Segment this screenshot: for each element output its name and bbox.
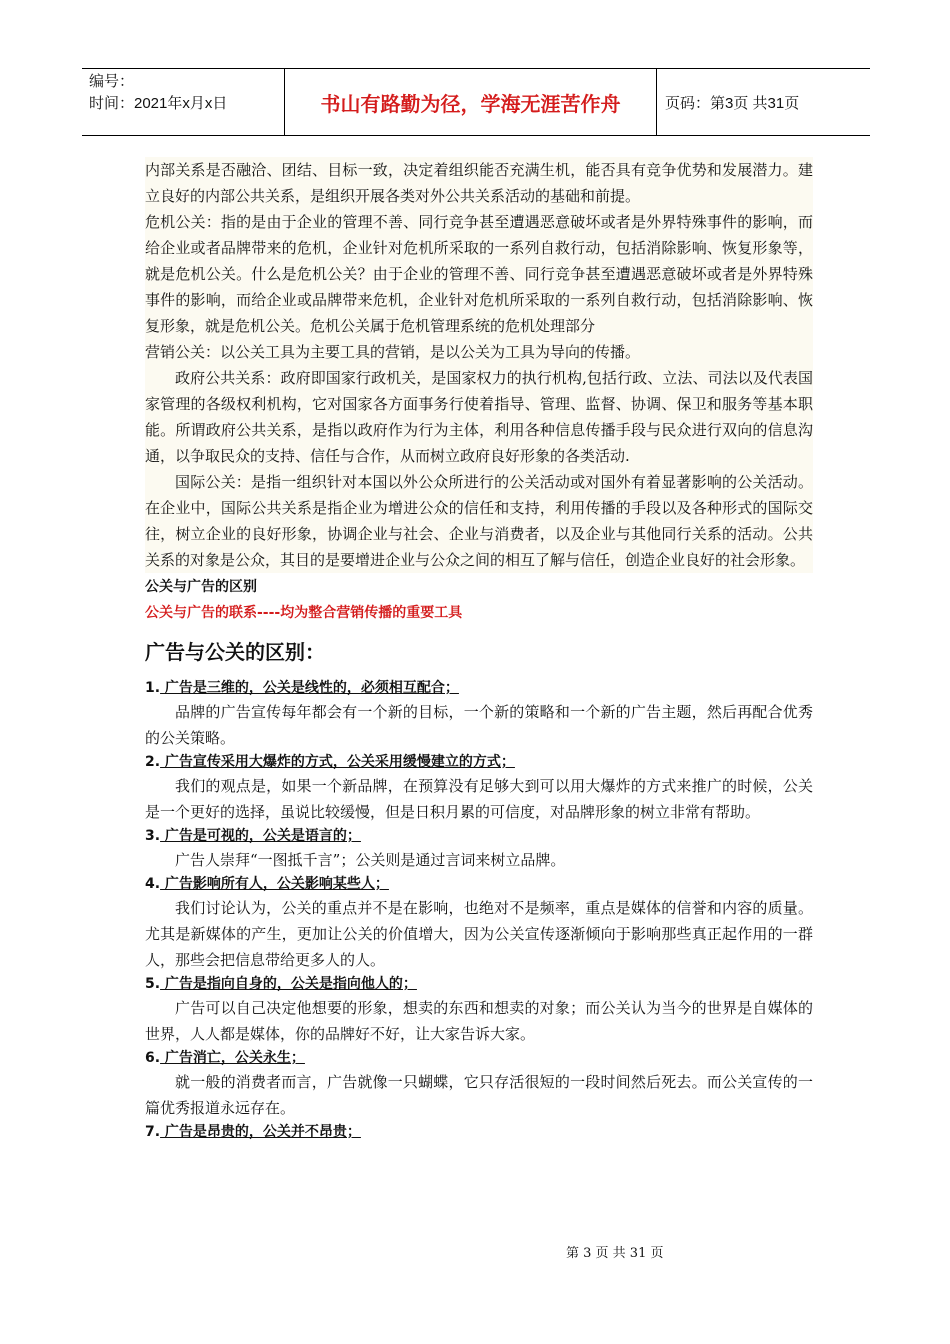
item-text: 品牌的广告宣传每年都会有一个新的目标，一个新的策略和一个新的广告主题，然后再配合优秀的公关策略。 bbox=[145, 703, 813, 747]
item-heading: 4. 广告影响所有人，公关影响某些人； bbox=[145, 876, 389, 892]
subheading-difference: 公关与广告的区别 bbox=[145, 579, 257, 595]
list-item bbox=[145, 677, 813, 751]
list-item bbox=[145, 973, 813, 1047]
item-text: 广告可以自己决定他想要的形象，想卖的东西和想卖的对象；而公关认为当今的世界是自媒体的世界，人人都是媒体，你的品牌好不好，让大家告诉大家。 bbox=[145, 999, 813, 1043]
list-item bbox=[145, 873, 813, 973]
paragraph-international-pr: 国际公关：是指一组织针对本国以外公众所进行的公关活动或对国外有着显著影响的公关活动。在企业中，国际公共关系是指企业为增进公众的信任和支持，利用传播的手段以及各种形式的国际交往，树立企业的良好形象，协调企业与社会、企业与消费者，以及企业与其他同行关系的活动。公共关系的对象是公众，其目的是要增进企业与公众之间的相互了解与信任，创造企业良好的社会形象。 bbox=[145, 473, 813, 569]
subheading-connection: 公关与广告的联系----均为整合营销传播的重要工具 bbox=[145, 605, 463, 621]
page-header bbox=[82, 68, 870, 136]
item-text: 我们讨论认为，公关的重点并不是在影响，也绝对不是频率，重点是媒体的信誉和内容的质量。尤其是新媒体的产生，更加让公关的价值增大，因为公关宣传逐渐倾向于影响那些真正起作用的一群人，那些会把信息带给更多人的人。 bbox=[145, 899, 813, 969]
list-item bbox=[145, 825, 813, 873]
paragraph-government-pr: 政府公共关系：政府即国家行政机关，是国家权力的执行机构,包括行政、立法、司法以及代表国家管理的各级权利机构，它对国家各方面事务行使着指导、管理、监督、协调、保卫和服务等基本职能。所谓政府公共关系，是指以政府作为行为主体，利用各种信息传播手段与民众进行双向的信息沟通，以争取民众的支持、信任与合作，从而树立政府良好形象的各类活动. bbox=[145, 369, 813, 465]
highlighted-block bbox=[145, 157, 813, 573]
paragraph-internal-relations: 内部关系是否融洽、团结、目标一致，决定着组织能否充满生机，能否具有竞争优势和发展潜力。建立良好的内部公共关系，是组织开展各类对外公共关系活动的基础和前提。 bbox=[145, 161, 813, 205]
item-heading: 7. 广告是昂贵的，公关并不昂贵； bbox=[145, 1124, 361, 1140]
list-item bbox=[145, 751, 813, 825]
item-heading: 5. 广告是指向自身的，公关是指向他人的； bbox=[145, 976, 417, 992]
item-heading: 1. 广告是三维的，公关是线性的，必须相互配合； bbox=[145, 680, 459, 696]
list-item bbox=[145, 1047, 813, 1121]
page-footer: 第 3 页 共 31 页 bbox=[566, 1246, 664, 1261]
paragraph-crisis-pr: 危机公关：指的是由于企业的管理不善、同行竞争甚至遭遇恶意破坏或者是外界特殊事件的影响，而给企业或者品牌带来的危机，企业针对危机所采取的一系列自救行动，包括消除影响、恢复形象等，就是危机公关。什么是危机公关？由于企业的管理不善、同行竞争甚至遭遇恶意破坏或者是外界特殊事件的影响，而给企业或品牌带来危机，企业针对危机所采取的一系列自救行动，包括消除影响、恢复形象，就是危机公关。危机公关属于危机管理系统的危机处理部分 bbox=[145, 213, 813, 335]
item-heading: 6. 广告消亡，公关永生； bbox=[145, 1050, 305, 1066]
paragraph-marketing-pr: 营销公关：以公关工具为主要工具的营销，是以公关为工具为导向的传播。 bbox=[145, 343, 641, 361]
document-body bbox=[145, 157, 813, 1143]
item-text: 我们的观点是，如果一个新品牌，在预算没有足够大到可以用大爆炸的方式来推广的时候，公关是一个更好的选择，虽说比较缓慢，但是日积月累的可信度，对品牌形象的树立非常有帮助。 bbox=[145, 777, 813, 821]
item-text: 就一般的消费者而言，广告就像一只蝴蝶，它只存活很短的一段时间然后死去。而公关宣传的一篇优秀报道永远存在。 bbox=[145, 1073, 813, 1117]
section-heading: 广告与公关的区别： bbox=[145, 640, 325, 664]
item-heading: 2. 广告宣传采用大爆炸的方式，公关采用缓慢建立的方式； bbox=[145, 754, 515, 770]
header-page-number: 页码：第3页 共31页 bbox=[665, 94, 800, 112]
header-meta bbox=[82, 69, 285, 135]
header-motto: 书山有路勤为径，学海无涯苦作舟 bbox=[285, 69, 657, 135]
item-text: 广告人崇拜“一图抵千言”；公关则是通过言词来树立品牌。 bbox=[175, 851, 566, 869]
item-heading: 3. 广告是可视的，公关是语言的； bbox=[145, 828, 361, 844]
document-number-label: 编号： bbox=[89, 73, 135, 90]
difference-list bbox=[145, 677, 813, 1143]
document-date: 时间：2021年x月x日 bbox=[89, 95, 228, 112]
list-item bbox=[145, 1121, 813, 1143]
